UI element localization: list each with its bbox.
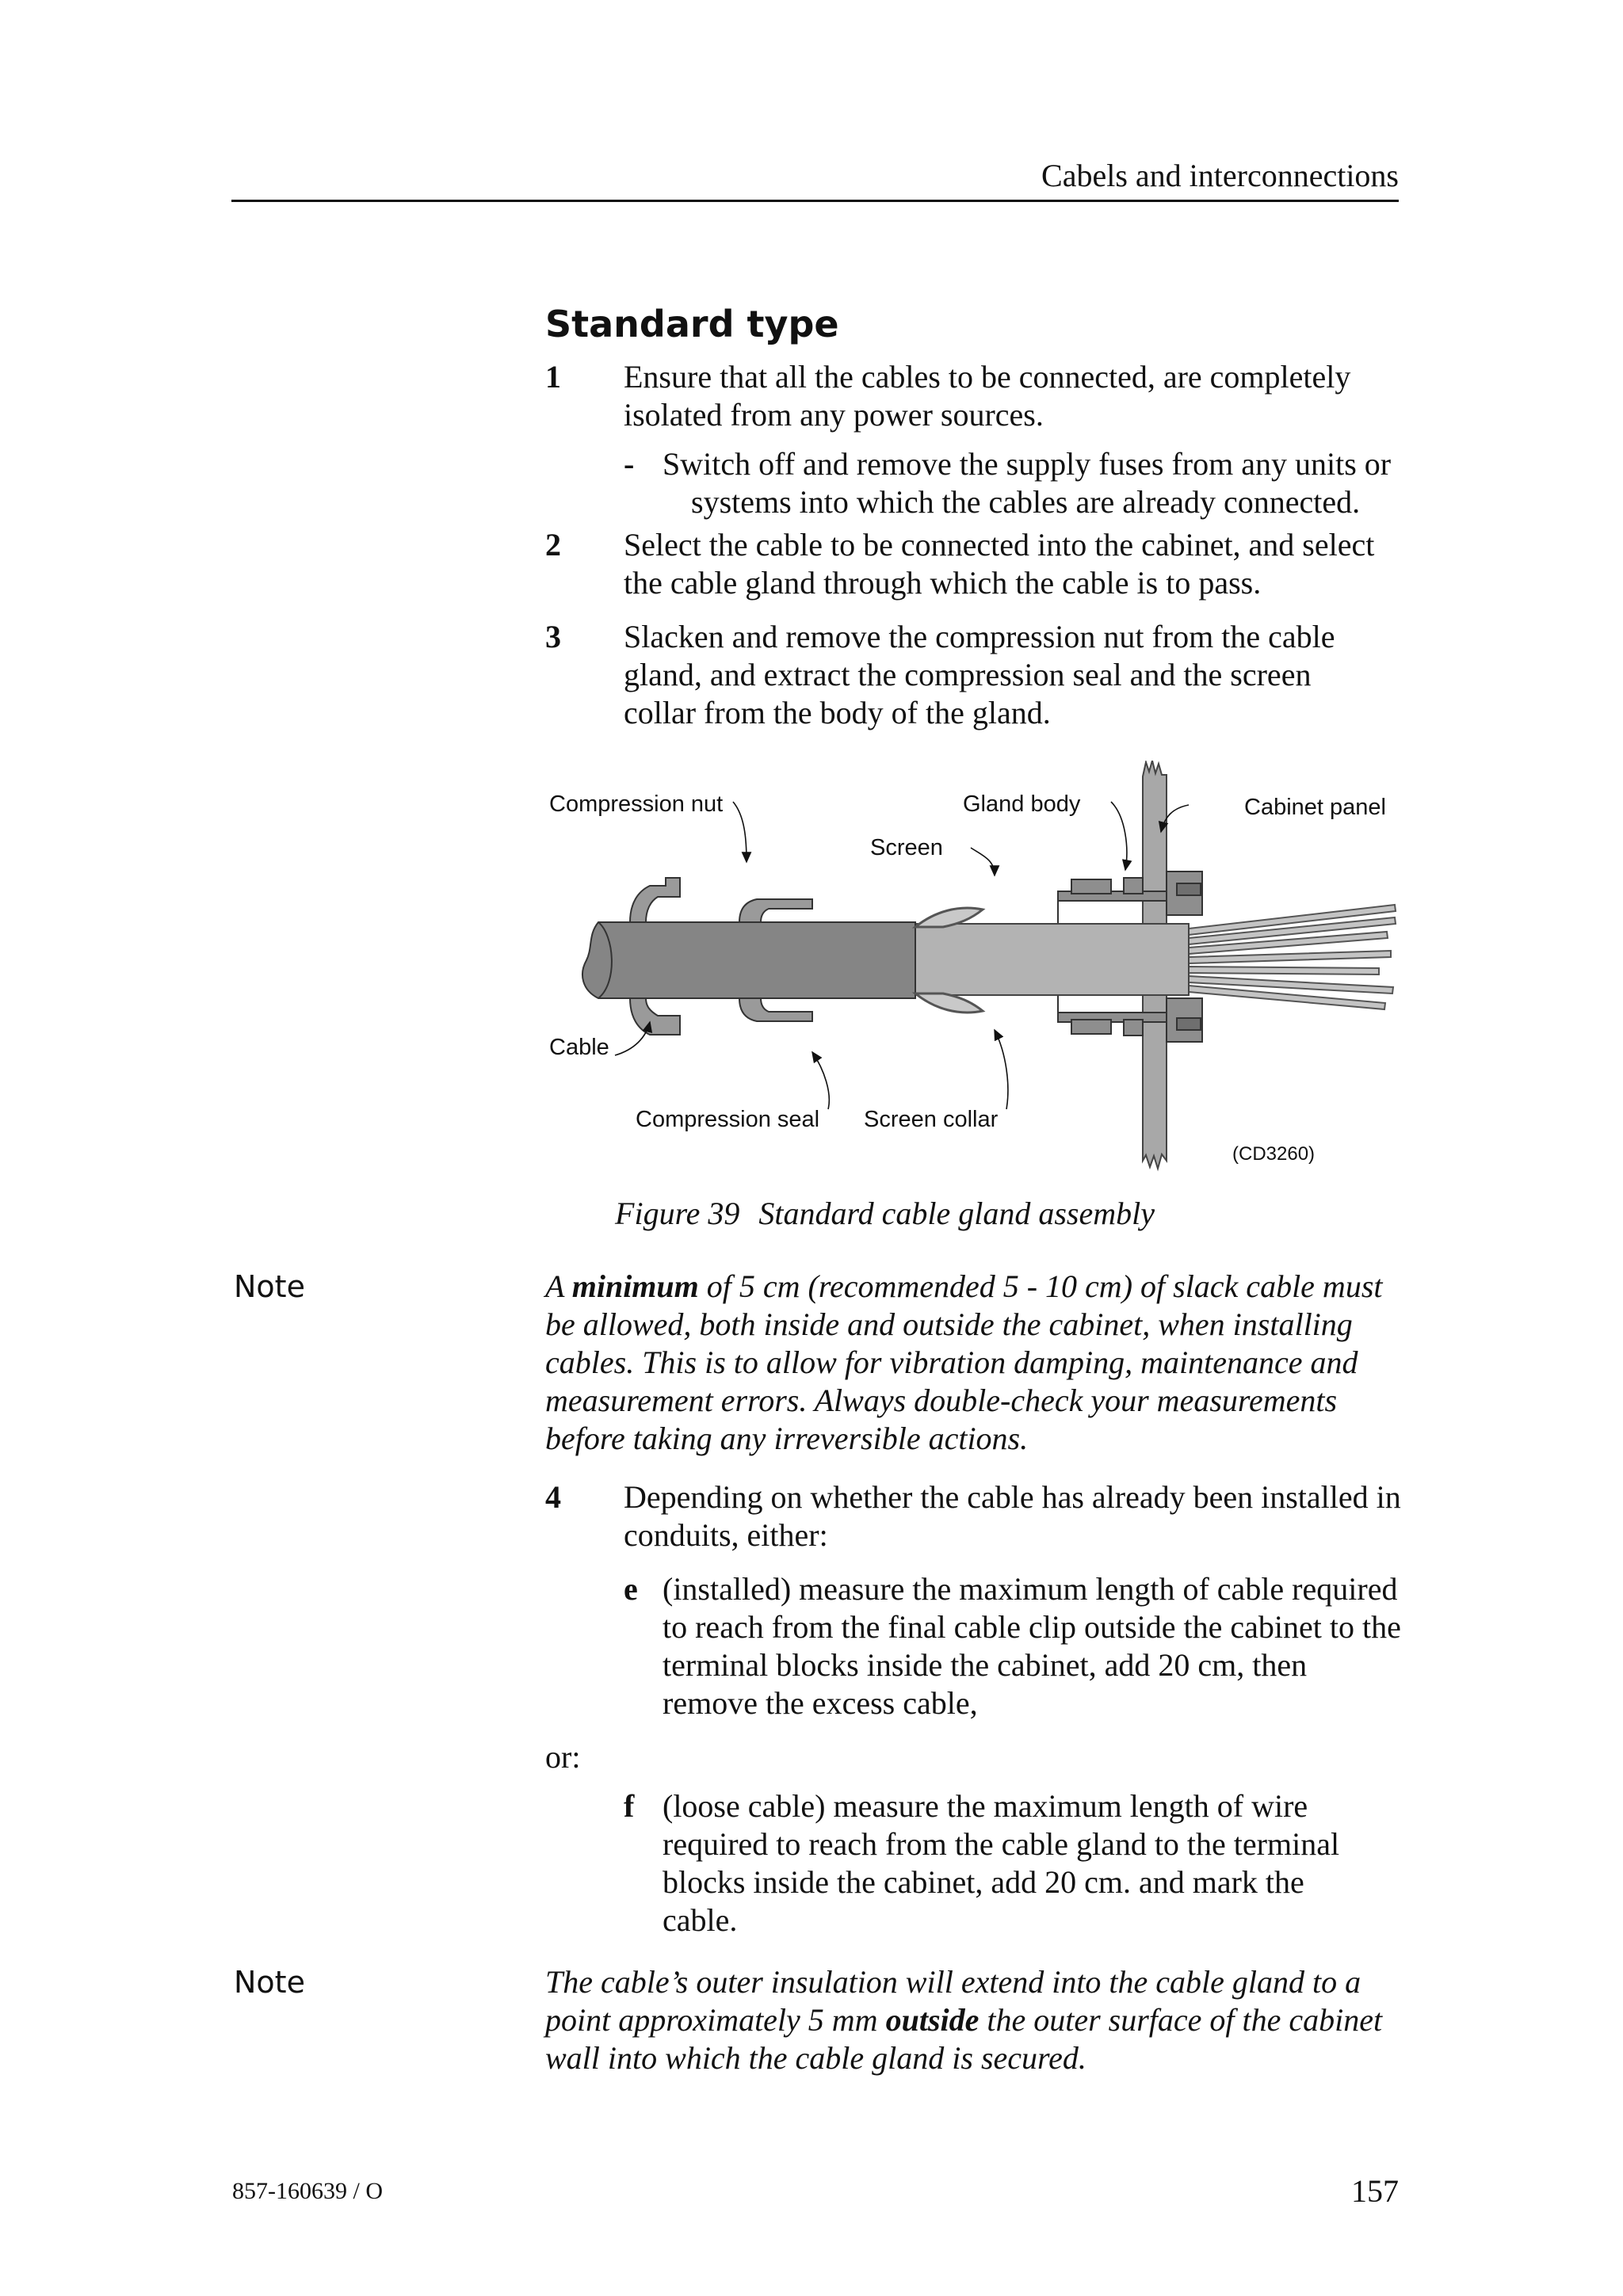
or-connector: or:: [545, 1739, 581, 1775]
document-number: 857-160639 / O: [232, 2178, 383, 2204]
figure-id: (CD3260): [1232, 1143, 1316, 1165]
option-letter: e: [624, 1571, 638, 1607]
callout-screen: Screen: [870, 835, 943, 860]
option-letter: f: [624, 1788, 635, 1824]
note-text-after: of 5 cm (recommended 5 - 10 cm) of slack cable must be allowed, both inside and outside the cabinet, when installing cables. This is to allow for vibration damping, maintenance and measurement errors. Always double-check your measurements before taking any irreversible actions.: [545, 1268, 1383, 1456]
wire-fan: [1189, 905, 1396, 1009]
header-rule: [231, 200, 1399, 202]
step-number: 4: [545, 1479, 561, 1515]
option-text: (installed) measure the maximum length of cable required to reach from the final cable clip outside the cabinet to the terminal blocks inside the cabinet, add 20 cm, then remove the excess cable,: [663, 1571, 1401, 1721]
step-1-bullet: [624, 445, 1404, 521]
step-number: 2: [545, 527, 561, 563]
callout-cable: Cable: [549, 1035, 609, 1060]
section-title: Standard type: [545, 303, 839, 345]
page-number: 157: [1351, 2173, 1399, 2209]
callout-screen-collar: Screen collar: [864, 1107, 999, 1132]
cable-gland-figure: [539, 761, 1411, 1184]
step-3: [545, 618, 1401, 732]
step-4-option-f: [624, 1787, 1404, 1939]
bullet-dash: -: [624, 446, 635, 482]
caption-text: Standard cable gland assembly: [758, 1196, 1155, 1231]
note-label: Note: [234, 1965, 305, 2000]
step-number: 3: [545, 619, 561, 654]
running-header: Cabels and interconnections: [1041, 158, 1399, 193]
step-4-option-e: [624, 1570, 1404, 1722]
option-text: (loose cable) measure the maximum length of wire required to reach from the cable gland to the terminal blocks inside the cabinet, add 20 cm. and mark the cable.: [663, 1788, 1340, 1938]
cable-shape: [582, 922, 915, 998]
note-text-before: A: [545, 1268, 572, 1304]
step-1: [545, 358, 1401, 434]
step-number: 1: [545, 359, 561, 395]
callout-compression-seal: Compression seal: [636, 1107, 820, 1132]
note-emphasis: outside: [885, 2002, 980, 2038]
callout-gland-body: Gland body: [963, 791, 1081, 817]
step-2: [545, 526, 1401, 602]
step-text: Select the cable to be connected into the cabinet, and select the cable gland through which the cable is to pass.: [624, 527, 1375, 601]
note-text: [545, 1963, 1409, 2077]
step-text: Slacken and remove the compression nut from the cable gland, and extract the compression seal and the screen collar from the body of the gland.: [624, 619, 1335, 730]
step-text: Depending on whether the cable has already been installed in conduits, either:: [624, 1479, 1401, 1553]
figure-caption: [0, 1195, 1623, 1233]
note-text: [545, 1268, 1409, 1458]
callout-compression-nut: Compression nut: [549, 791, 724, 817]
step-4: [545, 1478, 1401, 1554]
screen-bundle-shape: [911, 924, 1189, 995]
note-text-before: The cable’s outer insulation will extend into the cable gland to a point approximately 5 mm: [545, 1964, 1361, 2038]
bullet-text: Switch off and remove the supply fuses from any units or systems into which the cables are already connected.: [663, 446, 1392, 520]
note-emphasis: minimum: [571, 1268, 699, 1304]
caption-number: Figure 39: [615, 1196, 740, 1231]
note-label: Note: [234, 1269, 305, 1304]
note-text-after: the outer surface of the cabinet wall into which the cable gland is secured.: [545, 2002, 1383, 2076]
callout-cabinet-panel: Cabinet panel: [1244, 795, 1386, 820]
step-text: Ensure that all the cables to be connected, are completely isolated from any power sources.: [624, 359, 1351, 433]
